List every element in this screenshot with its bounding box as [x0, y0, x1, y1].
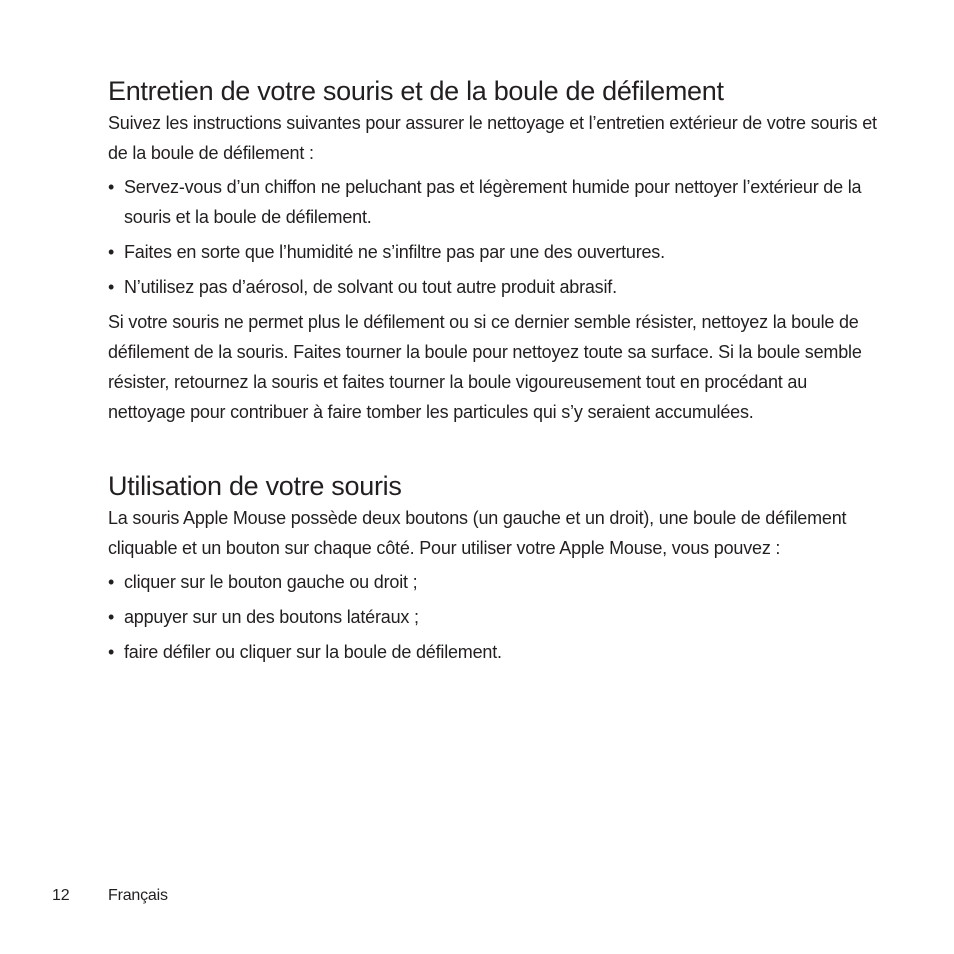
section-using-mouse [108, 469, 888, 667]
bullet-icon: • [108, 607, 115, 627]
list-item [108, 172, 888, 232]
list-item-text: N’utilisez pas d’aérosol, de solvant ou tout autre produit abrasif. [124, 277, 617, 297]
list-item-text: cliquer sur le bouton gauche ou droit ; [124, 572, 418, 592]
page-number: 12 [52, 887, 70, 904]
page-content [108, 74, 888, 672]
list-item [108, 637, 888, 667]
list-item-text: Servez-vous d’un chiffon ne peluchant pas et légèrement humide pour nettoyer l’extérieur de la souris et la boule de défilement. [124, 177, 862, 227]
list-item-text: faire défiler ou cliquer sur la boule de défilement. [124, 642, 502, 662]
section-intro: Suivez les instructions suivantes pour assurer le nettoyage et l’entretien extérieur de votre souris et de la boule de défilement : [108, 113, 877, 163]
footer-language: Français [108, 887, 168, 904]
section-intro: La souris Apple Mouse possède deux boutons (un gauche et un droit), une boule de défilement cliquable et un bouton sur chaque côté. Pour utiliser votre Apple Mouse, vous pouvez : [108, 508, 847, 558]
section-body: Si votre souris ne permet plus le défilement ou si ce dernier semble résister, nettoyez la boule de défilement de la souris. Faites tourner la boule pour nettoyez toute sa surface. Si la boule semble résister, retournez la souris et faites tourner la boule vigoureusement tout en procédant au nettoyage pour contribuer à faire tomber les particules qui s’y seraient accumulées. [108, 312, 862, 422]
list-item-text: appuyer sur un des boutons latéraux ; [124, 607, 419, 627]
list-item [108, 602, 888, 632]
bullet-list [108, 172, 888, 302]
bullet-list [108, 567, 888, 667]
list-item [108, 272, 888, 302]
section-title: Utilisation de votre souris [108, 471, 402, 501]
section-mouse-care [108, 74, 888, 427]
bullet-icon: • [108, 177, 115, 197]
bullet-icon: • [108, 277, 115, 297]
bullet-icon: • [108, 572, 115, 592]
list-item-text: Faites en sorte que l’humidité ne s’infiltre pas par une des ouvertures. [124, 242, 665, 262]
section-title: Entretien de votre souris et de la boule de défilement [108, 76, 724, 106]
list-item [108, 237, 888, 267]
list-item [108, 567, 888, 597]
bullet-icon: • [108, 642, 115, 662]
bullet-icon: • [108, 242, 115, 262]
